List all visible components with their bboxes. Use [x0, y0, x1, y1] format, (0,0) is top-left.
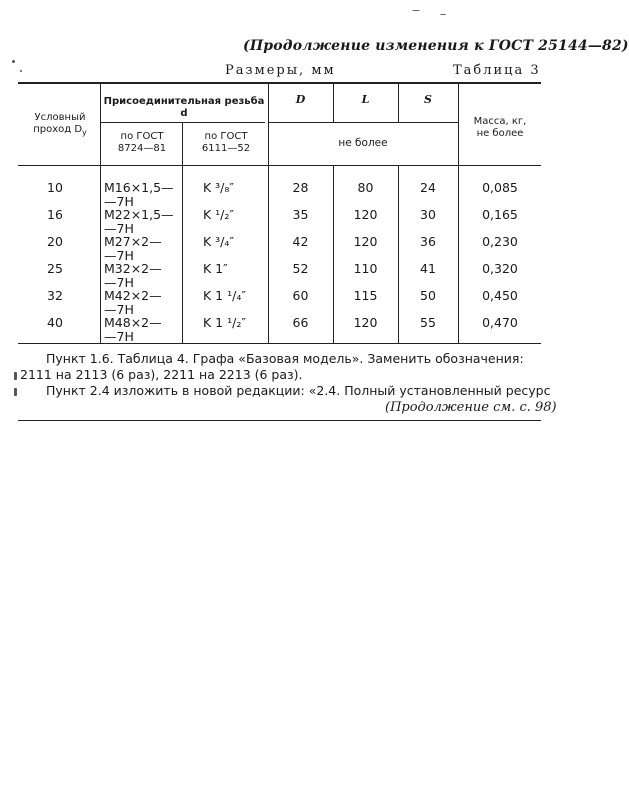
cell-thread-metric: M16×1,5—: [104, 180, 174, 195]
col-divider-6: [458, 82, 459, 343]
table-bottom-rule: [18, 343, 541, 344]
cell-D: 52: [292, 261, 309, 276]
scan-speck: [440, 14, 446, 15]
cell-L: 115: [353, 288, 378, 303]
cell-D: 28: [292, 180, 309, 195]
cell-thread-metric-tol: —7H: [104, 302, 134, 317]
cell-thread-conical: K ³/₄″: [203, 234, 235, 249]
cell-D: 60: [292, 288, 309, 303]
header-gost1-line2: 8724—81: [117, 143, 167, 154]
col-divider-1: [100, 82, 101, 343]
cell-nominal-bore: 10: [47, 180, 63, 195]
cell-thread-metric-tol: —7H: [104, 194, 134, 209]
header-nominal-sub: у: [82, 128, 87, 137]
header-gost2-line2: 6111—52: [201, 143, 251, 154]
cell-S: 55: [420, 315, 436, 330]
continuation-footer: (Продолжение см. с. 98): [385, 400, 557, 415]
cell-S: 30: [420, 207, 436, 222]
col-divider-2: [182, 122, 183, 343]
cell-thread-metric: M42×2—: [104, 288, 162, 303]
table-top-rule: [18, 82, 541, 84]
scan-speck: [12, 60, 15, 63]
cell-nominal-bore: 32: [47, 288, 63, 303]
cell-thread-conical: K ³/₈″: [203, 180, 235, 195]
header-nominal-line1: Условный: [34, 112, 86, 123]
header-bottom-rule: [18, 165, 541, 166]
cell-thread-metric: M27×2—: [104, 234, 162, 249]
cell-mass: 0,450: [482, 288, 518, 303]
scan-speck: [14, 372, 17, 380]
sizes-label: Размеры, мм: [225, 63, 336, 78]
scan-speck: [14, 388, 17, 396]
header-nominal-line2: [20, 124, 100, 139]
cell-L: 80: [357, 180, 374, 195]
header-gost-6111: [184, 131, 268, 155]
header-L: L: [361, 93, 370, 106]
cell-nominal-bore: 40: [47, 315, 63, 330]
cell-L: 120: [353, 234, 378, 249]
cell-thread-conical: K 1 ¹/₂″: [203, 315, 246, 330]
bottom-rule: [18, 420, 541, 421]
paragraph-1-line-1: Пункт 1.6. Таблица 4. Графа «Базовая модель». Заменить обозначения:: [46, 351, 524, 366]
cell-L: 120: [353, 315, 378, 330]
cell-thread-conical: K 1 ¹/₄″: [203, 288, 246, 303]
cell-nominal-bore: 25: [47, 261, 63, 276]
cell-thread-metric-tol: —7H: [104, 329, 134, 344]
header-D: D: [295, 93, 306, 106]
scan-speck: [412, 10, 420, 11]
cell-thread-metric: M48×2—: [104, 315, 162, 330]
cell-mass: 0,085: [482, 180, 518, 195]
paragraph-1-line-2: 2111 на 2113 (6 раз), 2211 на 2213 (6 раз).: [20, 367, 303, 382]
cell-thread-metric-tol: —7H: [104, 275, 134, 290]
cell-thread-conical: K 1″: [203, 261, 228, 276]
cell-L: 110: [353, 261, 378, 276]
cell-S: 36: [420, 234, 436, 249]
cell-nominal-bore: 20: [47, 234, 63, 249]
header-mass-line2: не более: [476, 128, 524, 139]
header-nominal-text: проход D: [33, 124, 83, 135]
cell-mass: 0,230: [482, 234, 518, 249]
header-nominal-bore: [20, 112, 100, 139]
cell-L: 120: [353, 207, 378, 222]
cell-S: 24: [420, 180, 436, 195]
cell-D: 66: [292, 315, 309, 330]
cell-thread-metric: M22×1,5—: [104, 207, 174, 222]
header-mass-line1: Масса, кг,: [473, 116, 527, 127]
cell-thread-conical: K ¹/₂″: [203, 207, 235, 222]
continuation-header: (Продолжение изменения к ГОСТ 25144—82): [243, 38, 629, 54]
cell-mass: 0,470: [482, 315, 518, 330]
cell-thread-metric-tol: —7H: [104, 248, 134, 263]
dims-subheader-rule: [268, 122, 458, 123]
cell-thread-metric: M32×2—: [104, 261, 162, 276]
header-S: S: [424, 93, 432, 106]
scan-speck: [20, 70, 22, 72]
cell-D: 35: [292, 207, 309, 222]
header-thread-group: Присоединительная резьба d: [103, 96, 265, 119]
header-not-more: не более: [338, 137, 388, 149]
header-gost1-line1: по ГОСТ: [120, 131, 164, 142]
table-number: Таблица 3: [453, 63, 541, 78]
header-gost2-line1: по ГОСТ: [204, 131, 248, 142]
header-mass: [460, 116, 540, 140]
cell-S: 50: [420, 288, 436, 303]
header-gost-8724: [102, 131, 182, 155]
cell-thread-metric-tol: —7H: [104, 221, 134, 236]
cell-S: 41: [420, 261, 436, 276]
paragraph-2-line-1: Пункт 2.4 изложить в новой редакции: «2.4. Полный установленный ресурс: [46, 383, 551, 398]
cell-mass: 0,165: [482, 207, 518, 222]
cell-nominal-bore: 16: [47, 207, 63, 222]
cell-D: 42: [292, 234, 309, 249]
cell-mass: 0,320: [482, 261, 518, 276]
